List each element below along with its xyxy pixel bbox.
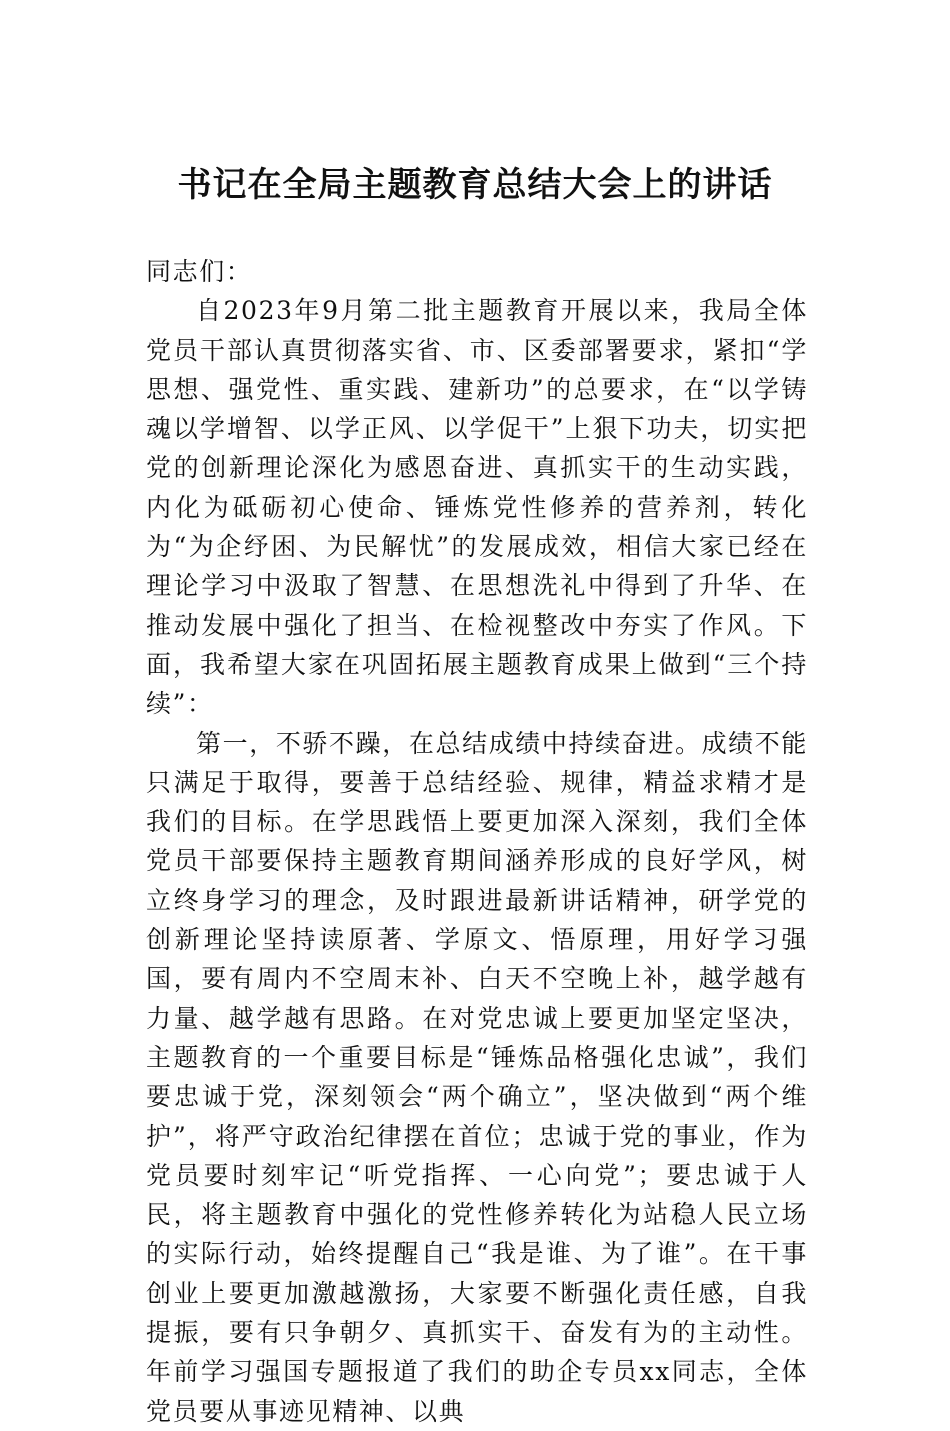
paragraph-intro: 自2023年9月第二批主题教育开展以来，我局全体党员干部认真贯彻落实省、市、区委部署要求，紧扣“学思想、强党性、重实践、建新功”的总要求，在“以学铸魂以学增智、以学正风、以学促干”上狠下功夫，切实把党的创新理论深化为感恩奋进、真抓实干的生动实践，内化为砥砺初心使命、锤炼党性修养的营养剂，转化为“为企纾困、为民解忧”的发展成效，相信大家已经在理论学习中汲取了智慧、在思想洗礼中得到了升华、在推动发展中强化了担当、在检视整改中夯实了作风。下面，我希望大家在巩固拓展主题教育成果上做到“三个持续”： xyxy=(146,296,808,719)
document-body xyxy=(146,252,808,1431)
paragraph-first-point: 第一，不骄不躁，在总结成绩中持续奋进。成绩不能只满足于取得，要善于总结经验、规律，精益求精才是我们的目标。在学思践悟上要更加深入深刻，我们全体党员干部要保持主题教育期间涵养形成的良好学风，树立终身学习的理念，及时跟进最新讲话精神，研学党的创新理论坚持读原著、学原文、悟原理，用好学习强国，要有周内不空周末补、白天不空晚上补，越学越有力量、越学越有思路。在对党忠诚上要更加坚定坚决，主题教育的一个重要目标是“锤炼品格强化忠诚”，我们要忠诚于党，深刻领会“两个确立”，坚决做到“两个维护”，将严守政治纪律摆在首位；忠诚于党的事业，作为党员要时刻牢记“听党指挥、一心向党”；要忠诚于人民，将主题教育中强化的党性修养转化为站稳人民立场的实际行动，始终提醒自己“我是谁、为了谁”。在干事创业上要更加激越激扬，大家要不断强化责任感，自我提振，要有只争朝夕、真抓实干、奋发有为的主动性。年前学习强国专题报道了我们的助企专员xx同志，全体党员要从事迹见精神、以典 xyxy=(146,728,808,1426)
salutation: 同志们： xyxy=(146,257,253,286)
document-title: 书记在全局主题教育总结大会上的讲话 xyxy=(177,165,773,205)
